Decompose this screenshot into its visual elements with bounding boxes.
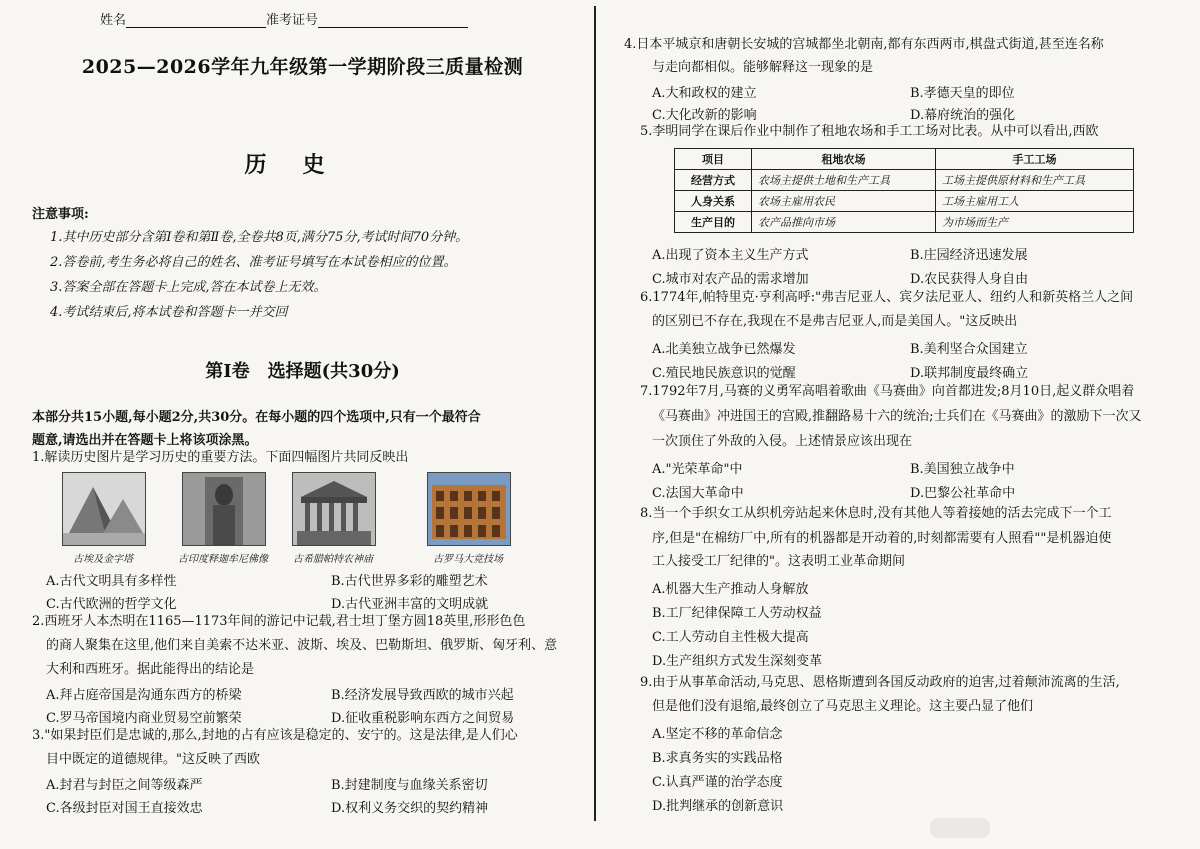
section-intro: 题意,请选出并在答题卡上将该项涂黑。: [32, 433, 258, 448]
q8-stem: 工人接受工厂纪律的"。这表明工业革命期间: [652, 554, 905, 569]
table-header: 手工工场: [936, 149, 1134, 170]
q7-option-a[interactable]: A."光荣革命"中: [652, 462, 743, 477]
buddha-statue-image: [182, 472, 266, 546]
q4-option-d[interactable]: D.幕府统治的强化: [910, 108, 1016, 123]
q9-option-a[interactable]: A.坚定不移的革命信念: [652, 727, 783, 742]
q6-stem: 的区别已不存在,我现在不是弗吉尼亚人,而是美国人。"这反映出: [652, 314, 1018, 329]
q9-option-b[interactable]: B.求真务实的实践品格: [652, 751, 783, 766]
scan-smudge: [930, 818, 990, 838]
q3-option-b[interactable]: B.封建制度与血缘关系密切: [331, 778, 488, 793]
table-row-header: 人身关系: [675, 191, 752, 212]
table-header: 租地农场: [752, 149, 936, 170]
q4-stem: 与走向都相似。能够解释这一现象的是: [652, 60, 874, 75]
table-header: 项目: [675, 149, 752, 170]
table-row: [675, 212, 1134, 233]
q3-option-a[interactable]: A.封君与封臣之间等级森严: [46, 778, 203, 793]
section-title: 第Ⅰ卷 选择题(共30分): [205, 361, 400, 382]
table-cell: 农场主雇用农民: [752, 191, 936, 212]
q7-stem: 一次顶住了外敌的入侵。上述情景应该出现在: [652, 434, 913, 449]
q1-caption: 古埃及金字塔: [73, 554, 133, 565]
q7-stem: 《马赛曲》冲进国王的宫殿,推翻路易十六的统治;士兵们在《马赛曲》的激励下一次又: [652, 409, 1142, 424]
parthenon-image: [292, 472, 376, 546]
q1-option-a[interactable]: A.古代文明具有多样性: [46, 574, 177, 589]
q7-stem: 7.1792年7月,马赛的义勇军高唱着歌曲《马赛曲》向首都进发;8月10日,起义群众唱着: [640, 384, 1135, 399]
colosseum-image: [427, 472, 511, 546]
q3-stem: 3."如果封臣们是忠诚的,那么,封地的占有应该是稳定的、安宁的。这是法律,是人们心: [32, 728, 518, 743]
q7-option-d[interactable]: D.巴黎公社革命中: [910, 486, 1016, 501]
q3-option-d[interactable]: D.权利义务交织的契约精神: [331, 801, 489, 816]
note-item: 1.其中历史部分含第Ⅰ卷和第Ⅱ卷,全卷共8页,满分75分,考试时间70分钟。: [50, 230, 469, 245]
table-cell: 为市场而生产: [936, 212, 1134, 233]
q3-option-c[interactable]: C.各级封臣对国王直接效忠: [46, 801, 203, 816]
note-item: 3.答案全部在答题卡上完成,答在本试卷上无效。: [50, 280, 327, 295]
q7-option-b[interactable]: B.美国独立战争中: [910, 462, 1015, 477]
subject-title: 历史: [244, 152, 361, 178]
q8-option-d[interactable]: D.生产组织方式发生深刻变革: [652, 654, 823, 669]
table-row-header: 经营方式: [675, 170, 752, 191]
q5-comparison-table: [674, 148, 1134, 233]
q8-option-a[interactable]: A.机器大生产推动人身解放: [652, 582, 809, 597]
name-label: 姓名: [100, 13, 127, 28]
q2-stem: 的商人聚集在这里,他们来自美索不达米亚、波斯、埃及、巴勒斯坦、俄罗斯、匈牙利、意: [46, 638, 558, 653]
q5-option-d[interactable]: D.农民获得人身自由: [910, 272, 1029, 287]
q5-option-a[interactable]: A.出现了资本主义生产方式: [652, 248, 809, 263]
note-item: 2.答卷前,考生务必将自己的姓名、准考证号填写在本试卷相应的位置。: [50, 255, 457, 270]
q4-option-a[interactable]: A.大和政权的建立: [652, 86, 757, 101]
q9-stem: 9.由于从事革命活动,马克思、恩格斯遭到各国反动政府的迫害,过着颠沛流离的生活,: [640, 675, 1120, 690]
q2-option-b[interactable]: B.经济发展导致西欧的城市兴起: [331, 688, 514, 703]
table-row-header: 生产目的: [675, 212, 752, 233]
table-cell: 工场主提供原材料和生产工具: [936, 170, 1134, 191]
q6-option-c[interactable]: C.殖民地民族意识的觉醒: [652, 366, 796, 381]
q5-option-c[interactable]: C.城市对农产品的需求增加: [652, 272, 809, 287]
column-divider: [594, 6, 596, 821]
table-cell: 农场主提供土地和生产工具: [752, 170, 936, 191]
q4-option-c[interactable]: C.大化改新的影响: [652, 108, 757, 123]
q9-option-d[interactable]: D.批判继承的创新意识: [652, 799, 784, 814]
q6-option-b[interactable]: B.美利坚合众国建立: [910, 342, 1028, 357]
q7-option-c[interactable]: C.法国大革命中: [652, 486, 744, 501]
q2-option-c[interactable]: C.罗马帝国境内商业贸易空前繁荣: [46, 711, 242, 726]
q1-caption: 古罗马大竞技场: [433, 554, 503, 565]
q6-option-a[interactable]: A.北美独立战争已然爆发: [652, 342, 796, 357]
q2-stem: 2.西班牙人本杰明在1165—1173年间的游记中记载,君士坦丁堡方圆18英里,形形色色: [32, 614, 526, 629]
exam-id-label: 准考证号: [266, 13, 319, 28]
q2-option-a[interactable]: A.拜占庭帝国是沟通东西方的桥梁: [46, 688, 242, 703]
q5-option-b[interactable]: B.庄园经济迅速发展: [910, 248, 1028, 263]
q1-option-b[interactable]: B.古代世界多彩的雕塑艺术: [331, 574, 488, 589]
pyramid-image: [62, 472, 146, 546]
exam-title: 2025—2026学年九年级第一学期阶段三质量检测: [81, 56, 524, 78]
q1-caption: 古希腊帕特农神庙: [293, 554, 373, 565]
q1-images: [30, 472, 560, 564]
table-row: [675, 170, 1134, 191]
q3-stem: 目中既定的道德规律。"这反映了西欧: [46, 752, 260, 767]
q2-option-d[interactable]: D.征收重税影响东西方之间贸易: [331, 711, 515, 726]
note-item: 4.考试结束后,将本试卷和答题卡一并交回: [50, 305, 288, 320]
q1-caption: 古印度释迦牟尼佛像: [178, 554, 268, 565]
notes-heading: 注意事项:: [32, 207, 89, 222]
q8-stem: 序,但是"在棉纺厂中,所有的机器都是开动着的,时刻都需要有人照看""是机器迫使: [652, 531, 1112, 546]
q4-option-b[interactable]: B.孝德天皇的即位: [910, 86, 1015, 101]
section-intro: 本部分共15小题,每小题2分,共30分。在每小题的四个选项中,只有一个最符合: [32, 410, 481, 425]
q6-stem: 6.1774年,帕特里克·亨利高呼:"弗吉尼亚人、宾夕法尼亚人、纽约人和新英格兰人之间: [640, 290, 1134, 305]
q1-option-d[interactable]: D.古代亚洲丰富的文明成就: [331, 597, 489, 612]
table-row: [675, 191, 1134, 212]
q4-stem: 4.日本平城京和唐朝长安城的宫城都坐北朝南,都有东西两市,棋盘式街道,甚至连名称: [624, 37, 1104, 52]
q8-option-b[interactable]: B.工厂纪律保障工人劳动权益: [652, 606, 822, 621]
table-cell: 农产品推向市场: [752, 212, 936, 233]
q1-stem: 1.解读历史图片是学习历史的重要方法。下面四幅图片共同反映出: [32, 450, 409, 465]
q2-stem: 大利和西班牙。据此能得出的结论是: [46, 662, 255, 677]
q6-option-d[interactable]: D.联邦制度最终确立: [910, 366, 1029, 381]
q9-stem: 但是他们没有退缩,最终创立了马克思主义理论。这主要凸显了他们: [652, 699, 1034, 714]
q8-option-c[interactable]: C.工人劳动自主性极大提高: [652, 630, 809, 645]
table-header-row: [675, 149, 1134, 170]
q1-option-c[interactable]: C.古代欧洲的哲学文化: [46, 597, 177, 612]
q9-option-c[interactable]: C.认真严谨的治学态度: [652, 775, 783, 790]
q5-stem: 5.李明同学在课后作业中制作了租地农场和手工工场对比表。从中可以看出,西欧: [640, 124, 1099, 139]
table-cell: 工场主雇用工人: [936, 191, 1134, 212]
q8-stem: 8.当一个手织女工从织机旁站起来休息时,没有其他人等着接她的活去完成下一个工: [640, 506, 1112, 521]
